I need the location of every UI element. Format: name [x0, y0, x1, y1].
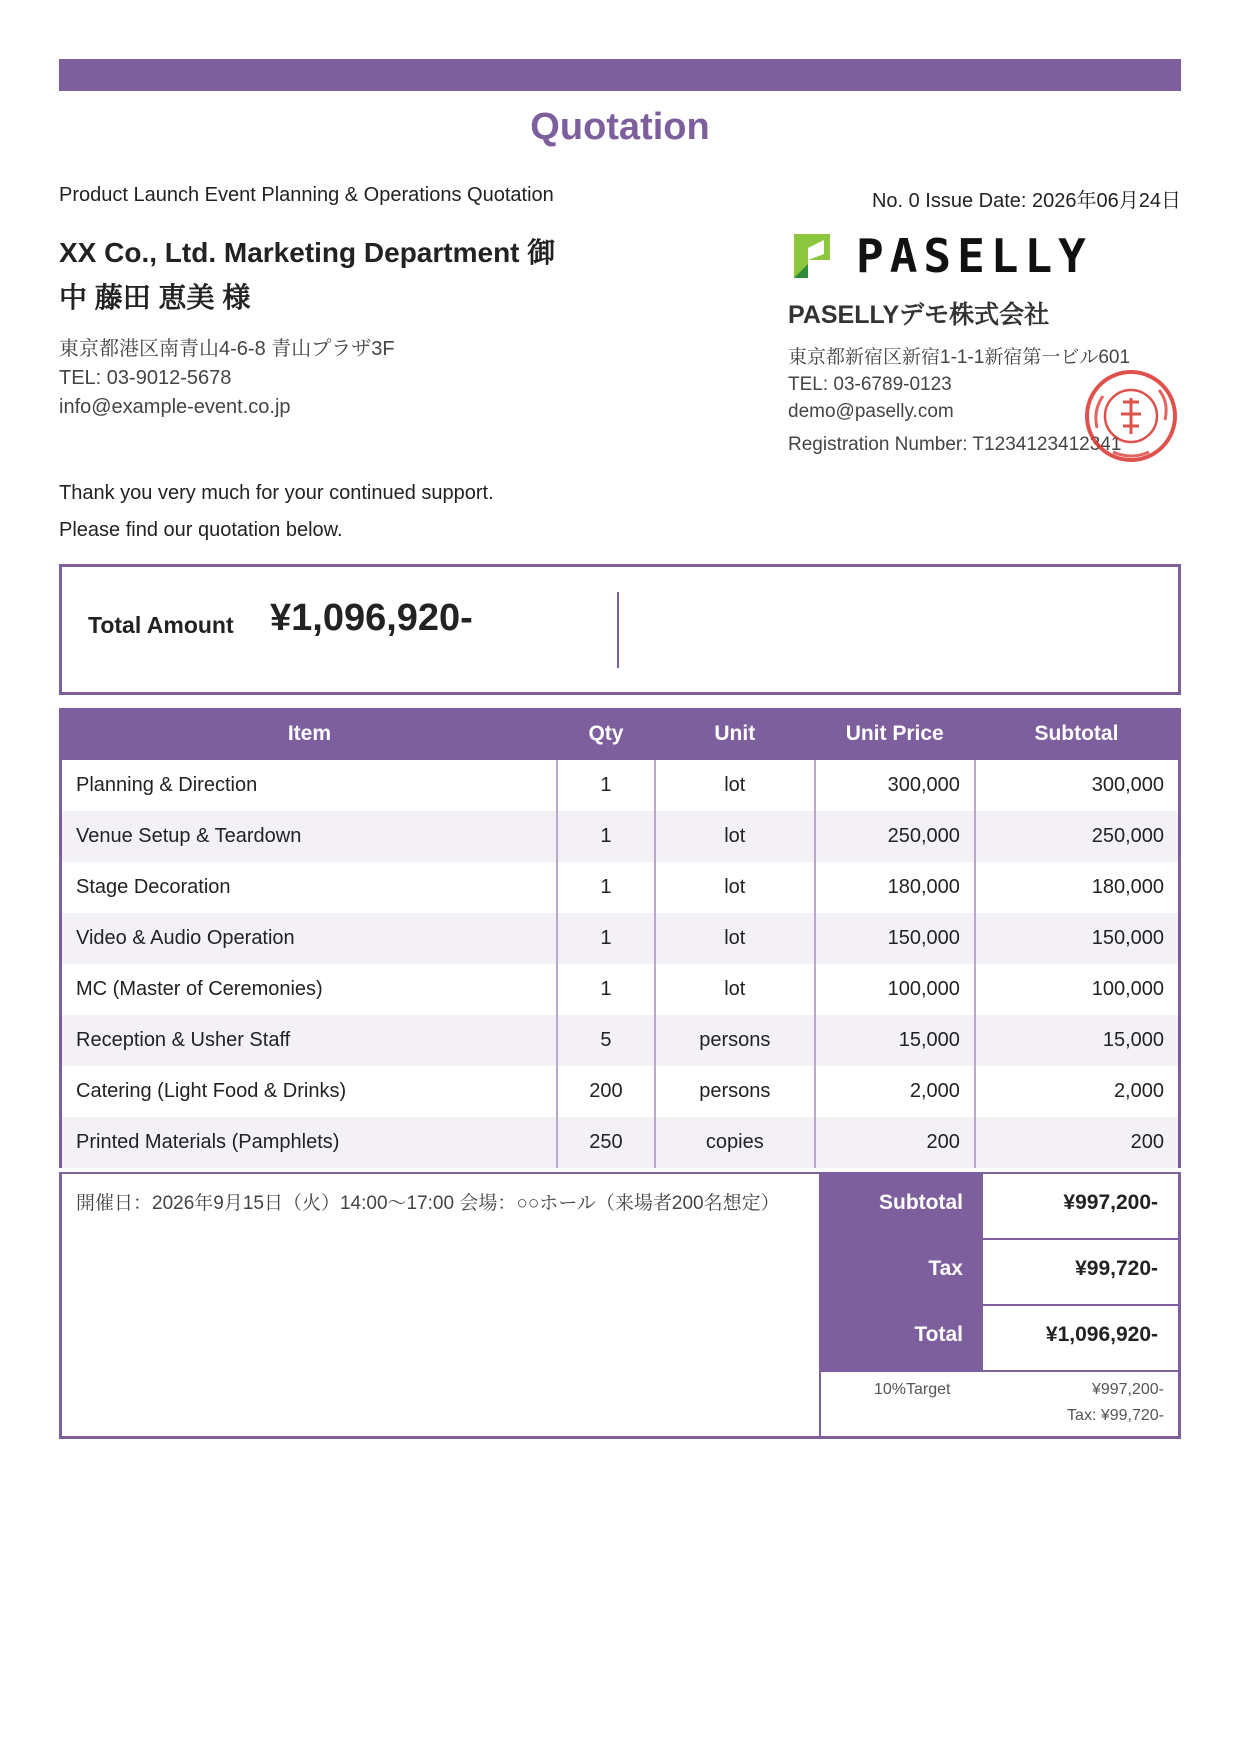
item-unit-price: 250,000 [815, 811, 975, 862]
table-row [61, 811, 1180, 862]
issuer-email: demo@paselly.com [788, 401, 954, 422]
item-unit: copies [655, 1117, 814, 1168]
issuer-address: 東京都新宿区新宿1-1-1新宿第一ビル601 [788, 347, 1131, 368]
table-row [61, 1066, 1180, 1117]
recipient-contact [59, 335, 395, 422]
item-unit: lot [655, 811, 814, 862]
item-qty: 1 [557, 760, 655, 811]
item-subtotal: 100,000 [975, 964, 1180, 1015]
item-qty: 1 [557, 913, 655, 964]
item-qty: 1 [557, 811, 655, 862]
line-items-table [59, 708, 1181, 1168]
item-unit: lot [655, 862, 814, 913]
item-name: Video & Audio Operation [61, 913, 557, 964]
table-row [61, 964, 1180, 1015]
item-unit-price: 200 [815, 1117, 975, 1168]
subtotal-value: ¥997,200- [1063, 1191, 1158, 1214]
greeting-line2: Please find our quotation below. [59, 519, 343, 541]
item-name: Catering (Light Food & Drinks) [76, 1080, 347, 1102]
recipient-address: 東京都港区南青山4-6-8 青山プラザ3F [59, 338, 395, 360]
issuer-company-name: PASELLYデモ株式会社 [788, 301, 1050, 329]
tax-breakdown-label: 10%Target [874, 1381, 951, 1398]
item-subtotal: 250,000 [975, 811, 1180, 862]
item-qty: 1 [557, 964, 655, 1015]
item-unit: lot [655, 760, 814, 811]
paselly-leaf-icon [788, 230, 836, 282]
total-amount-value: ¥1,096,920- [270, 597, 473, 639]
table-row [61, 1015, 1180, 1066]
summary-label-column [821, 1174, 983, 1370]
recipient-tel: TEL: 03-9012-5678 [59, 367, 232, 389]
tax-breakdown-base: ¥997,200- [1091, 1381, 1164, 1398]
table-header-row [61, 708, 1180, 760]
issuer-tel: TEL: 03-6789-0123 [788, 374, 952, 395]
item-unit: persons [655, 1066, 814, 1117]
item-subtotal: 15,000 [975, 1015, 1180, 1066]
item-qty: 1 [557, 862, 655, 913]
logo-wordmark: PASELLY [856, 229, 1092, 283]
item-unit: lot [655, 964, 814, 1015]
item-unit-price: 300,000 [815, 760, 975, 811]
header-subtotal: Subtotal [975, 708, 1180, 760]
event-notes: 開催日：2026年9月15日（火）14:00〜17:00 会場：○○ホール（来場者200名想定） [76, 1193, 780, 1214]
header-accent-bar [59, 59, 1181, 91]
company-logo [788, 230, 1092, 282]
subtotal-label: Subtotal [879, 1191, 963, 1214]
item-name: Printed Materials (Pamphlets) [61, 1117, 557, 1168]
document-title: Quotation [530, 106, 710, 148]
item-unit-price: 2,000 [815, 1066, 975, 1117]
recipient-name-line1: XX Co., Ltd. Marketing Department 御 [59, 237, 556, 268]
item-name: Venue Setup & Teardown [61, 811, 557, 862]
quotation-number-date: No. 0 Issue Date: 2026年06月24日 [871, 190, 1181, 212]
issuer-contact [788, 344, 1130, 458]
total-label: Total [914, 1323, 963, 1346]
table-row [61, 760, 1180, 811]
summary-row-divider [983, 1238, 1178, 1240]
item-unit-price: 150,000 [815, 913, 975, 964]
greeting-line1: Thank you very much for your continued support. [59, 482, 494, 504]
summary-row-divider [821, 1370, 1178, 1372]
table-row [61, 1117, 1180, 1168]
greeting-text [59, 475, 494, 549]
header-item: Item [61, 708, 557, 760]
item-name: Stage Decoration [76, 876, 231, 898]
tax-value: ¥99,720- [1075, 1257, 1158, 1280]
item-unit-price: 180,000 [815, 862, 975, 913]
header-unit-price: Unit Price [815, 708, 975, 760]
item-unit: lot [655, 913, 814, 964]
item-qty: 200 [557, 1066, 655, 1117]
company-seal-stamp-icon [1083, 368, 1179, 464]
item-qty: 250 [557, 1117, 655, 1168]
item-unit-price: 15,000 [815, 1015, 975, 1066]
item-unit-price: 100,000 [815, 964, 975, 1015]
total-amount-label: Total Amount [88, 612, 234, 638]
total-amount-box [59, 564, 1181, 695]
item-name: Reception & Usher Staff [61, 1015, 557, 1066]
item-name: Planning & Direction [76, 774, 258, 796]
item-qty: 5 [557, 1015, 655, 1066]
tax-breakdown-tax: Tax: ¥99,720- [1067, 1407, 1164, 1424]
recipient-name-line2: 中 藤田 恵美 様 [59, 282, 251, 313]
item-subtotal: 200 [975, 1117, 1180, 1168]
item-subtotal: 300,000 [975, 760, 1180, 811]
tax-label: Tax [928, 1257, 963, 1280]
header-unit: Unit [655, 708, 814, 760]
item-name: MC (Master of Ceremonies) [76, 978, 323, 1000]
item-subtotal: 150,000 [975, 913, 1180, 964]
summary-section [59, 1172, 1181, 1439]
table-row [61, 862, 1180, 913]
item-subtotal: 2,000 [975, 1066, 1180, 1117]
total-box-divider [617, 592, 619, 668]
header-qty: Qty [557, 708, 655, 760]
total-value: ¥1,096,920- [1045, 1323, 1158, 1346]
item-subtotal: 180,000 [975, 862, 1180, 913]
issuer-registration-number: Registration Number: T1234123412341 [788, 434, 1122, 455]
recipient-email: info@example-event.co.jp [59, 396, 291, 418]
quotation-subject: Product Launch Event Planning & Operations Quotation [59, 184, 554, 206]
summary-row-divider [983, 1304, 1178, 1306]
table-row [61, 913, 1180, 964]
recipient-name [59, 230, 619, 320]
item-unit: persons [655, 1015, 814, 1066]
